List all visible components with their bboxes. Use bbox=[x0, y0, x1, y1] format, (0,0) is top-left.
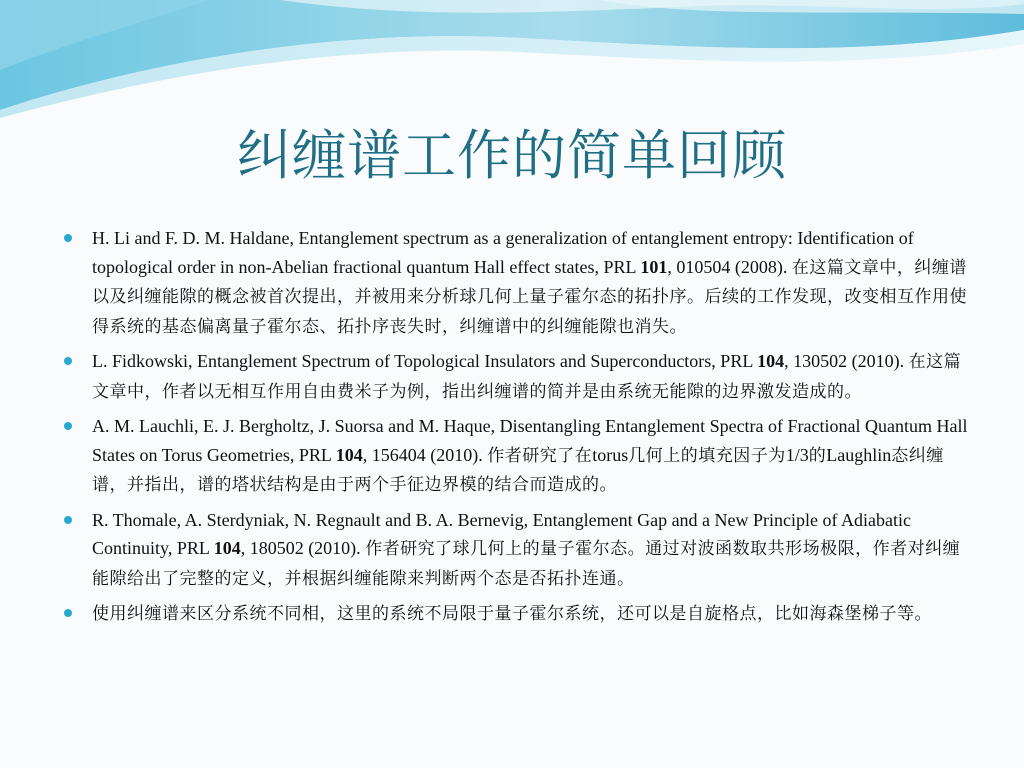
list-item bbox=[60, 412, 972, 500]
bullet-dot-icon bbox=[64, 422, 72, 430]
reference-volume: 104 bbox=[213, 538, 241, 558]
reference-term: 1/3 bbox=[785, 444, 809, 465]
reference-note: 几何上的填充因子为 bbox=[628, 445, 786, 466]
slide-title: 纠缠谱工作的简单回顾 bbox=[237, 124, 787, 187]
bullet-dot-icon bbox=[64, 609, 72, 617]
reference-citation: A. M. Lauchli, E. J. Bergholtz, J. Suorsa and M. Haque, Disentangling Entanglement Spectra of Fractional Quantum Hall States on Torus Geometries, PRL bbox=[92, 416, 968, 465]
reference-volume: 104 bbox=[335, 444, 363, 465]
reference-note: 在这篇文章中，纠缠谱以及纠缠能隙的概念被首次提出，并被用来分析球几何上量子霍尔态的拓扑序。后续的工作发现，改变相互作用使得系统的基态偏离量子霍尔态、拓扑序丧失时，纠缠谱中的纠缠能隙也消失。 bbox=[92, 257, 967, 337]
reference-citation-tail: , 180502 (2010). bbox=[240, 538, 366, 558]
reference-note: 的 bbox=[808, 445, 827, 466]
list-item bbox=[60, 599, 972, 629]
bullet-dot-icon bbox=[64, 516, 72, 524]
bullet-dot-icon bbox=[64, 357, 72, 365]
reference-term: torus bbox=[592, 444, 629, 465]
reference-volume: 101 bbox=[640, 256, 668, 277]
reference-citation-tail: , 010504 (2008). bbox=[667, 256, 792, 277]
list-item bbox=[60, 347, 972, 406]
reference-citation: R. Thomale, A. Sterdyniak, N. Regnault and B. A. Bernevig, Entanglement Gap and a New Principle of Adiabatic Continuity, PRL bbox=[92, 509, 911, 558]
list-item bbox=[60, 224, 972, 341]
summary-note: 使用纠缠谱来区分系统不同相，这里的系统不局限于量子霍尔系统，还可以是自旋格点，比如海森堡梯子等。 bbox=[92, 604, 932, 624]
reference-volume: 104 bbox=[757, 351, 785, 371]
reference-note: 作者研究了球几何上的量子霍尔态。通过对波函数取共形场极限，作者对纠缠能隙给出了完整的定义，并根据纠缠能隙来判断两个态是否拓扑连通。 bbox=[92, 539, 961, 589]
reference-note: 在这篇文章中，作者以无相互作用自由费米子为例，指出纠缠谱的简并是由系统无能隙的边界激发造成的。 bbox=[92, 352, 962, 402]
list-item bbox=[60, 506, 972, 594]
reference-term: Laughlin bbox=[826, 444, 892, 465]
reference-citation-tail: , 156404 (2010). bbox=[362, 444, 488, 465]
reference-citation-tail: , 130502 (2010). bbox=[784, 351, 909, 371]
reference-note: 作者研究了在 bbox=[487, 445, 593, 466]
reference-list bbox=[60, 224, 972, 635]
reference-note: 态纠缠谱，并指出，谱的塔状结构是由于两个手征边界模的结合而造成的。 bbox=[92, 445, 944, 495]
reference-citation: L. Fidkowski, Entanglement Spectrum of Topological Insulators and Superconductors, PRL bbox=[92, 351, 758, 371]
reference-citation: H. Li and F. D. M. Haldane, Entanglement spectrum as a generalization of entanglement entropy: Identification of topological order in non-Abelian fractional quantum Hall effect states, PRL bbox=[92, 228, 914, 277]
bullet-dot-icon bbox=[64, 234, 72, 242]
header-wave-decoration bbox=[0, 0, 1024, 120]
